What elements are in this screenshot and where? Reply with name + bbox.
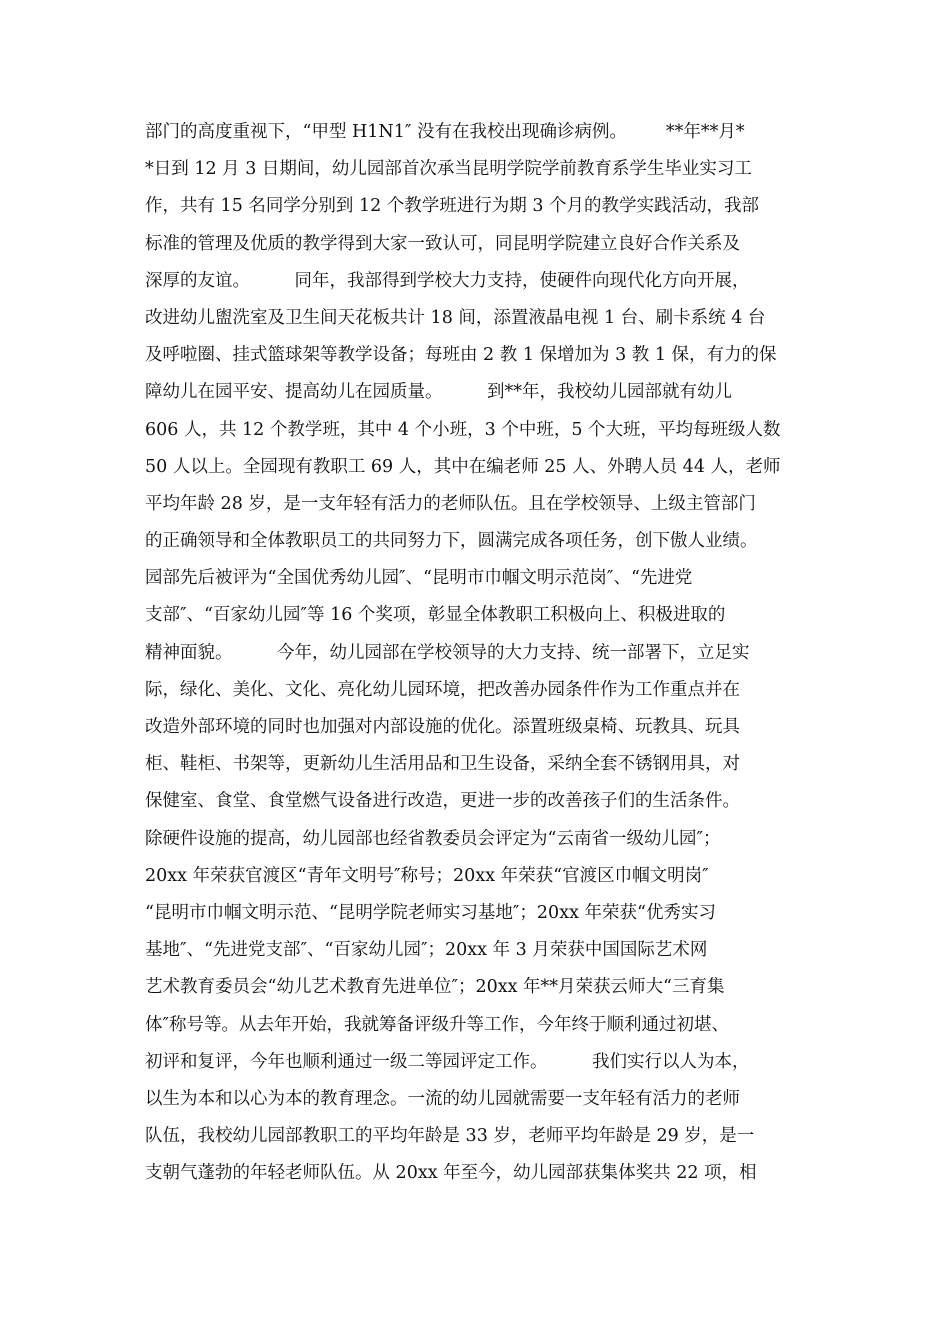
text-line: 改进幼儿盥洗室及卫生间天花板共计 18 间，添置液晶电视 1 台、刷卡系统 4 台	[145, 307, 766, 328]
text-line: 及呼啦圈、挂式篮球架等教学设备；每班由 2 教 1 保增加为 3 教 1 保，有力的保	[145, 345, 777, 366]
text-line: 初评和复评，今年也顺利通过一级二等园评定工作。 我们实行以人为本，	[145, 1051, 750, 1072]
text-line: 艺术教育委员会“幼儿艺术教育先进单位″；20xx 年**月荣获云师大“三育集	[145, 977, 725, 998]
text-line: 作，共有 15 名同学分别到 12 个教学班进行为期 3 个月的教学实践活动，我部	[145, 196, 760, 217]
text-line: 平均年龄 28 岁，是一支年轻有活力的老师队伍。且在学校领导、上级主管部门	[145, 493, 756, 514]
text-line: *日到 12 月 3 日期间，幼儿园部首次承当昆明学院学前教育系学生毕业实习工	[145, 159, 752, 180]
text-line: 障幼儿在园平安、提高幼儿在园质量。 到**年，我校幼儿园部就有幼儿	[145, 382, 732, 403]
text-line: 部门的高度重视下，“甲型 H1N1″ 没有在我校出现确诊病例。 **年**月*	[145, 122, 745, 142]
text-line: 改造外部环境的同时也加强对内部设施的优化。添置班级桌椅、玩教具、玩具	[145, 717, 740, 737]
text-line: 深厚的友谊。 同年，我部得到学校大力支持，使硬件向现代化方向开展，	[145, 270, 750, 291]
text-line: 队伍，我校幼儿园部教职工的平均年龄是 33 岁，老师平均年龄是 29 岁，是一	[145, 1126, 755, 1147]
text-line: “昆明市巾帼文明示范、“昆明学院老师实习基地″；20xx 年荣获“优秀实习	[145, 902, 716, 923]
text-line: 柜、鞋柜、书架等，更新幼儿生活用品和卫生设备，采纳全套不锈钢用具，对	[145, 754, 740, 775]
text-line: 体″称号等。从去年开始，我就筹备评级升等工作，今年终于顺利通过初堪、	[145, 1014, 730, 1035]
text-line: 标准的管理及优质的教学得到大家一致认可，同昆明学院建立良好合作关系及	[145, 233, 740, 254]
text-line: 606 人，共 12 个教学班，其中 4 个小班，3 个中班，5 个大班，平均每班级人数	[145, 419, 781, 440]
body-text	[145, 114, 805, 1192]
text-line: 支朝气蓬勃的年轻老师队伍。从 20xx 年至今，幼儿园部获集体奖共 22 项，相	[145, 1163, 757, 1184]
text-line: 保健室、食堂、食堂燃气设备进行改造，更进一步的改善孩子们的生活条件。	[145, 791, 740, 812]
text-line: 除硬件设施的提高，幼儿园部也经省教委员会评定为“云南省一级幼儿园″；	[145, 828, 721, 849]
text-line: 际，绿化、美化、文化、亮化幼儿园环境，把改善办园条件作为工作重点并在	[145, 679, 740, 700]
text-line: 园部先后被评为“全国优秀幼儿园″、“昆明市巾帼文明示范岗″、“先进党	[145, 568, 693, 589]
text-line: 支部″、“百家幼儿园″等 16 个奖项，彰显全体教职工积极向上、积极进取的	[145, 605, 726, 626]
text-line: 基地″、“先进党支部″、“百家幼儿园″；20xx 年 3 月荣获中国国际艺术网	[145, 940, 708, 961]
text-line: 50 人以上。全园现有教职工 69 人，其中在编老师 25 人、外聘人员 44 人，老师	[145, 456, 781, 477]
text-line: 的正确领导和全体教职员工的共同努力下，圆满完成各项任务，创下傲人业绩。	[145, 531, 758, 552]
text-line: 20xx 年荣获官渡区“青年文明号″称号；20xx 年荣获“官渡区巾帼文明岗″	[145, 865, 709, 886]
text-line: 以生为本和以心为本的教育理念。一流的幼儿园就需要一支年轻有活力的老师	[145, 1088, 740, 1109]
text-line: 精神面貌。 今年，幼儿园部在学校领导的大力支持、统一部署下，立足实	[145, 642, 750, 663]
